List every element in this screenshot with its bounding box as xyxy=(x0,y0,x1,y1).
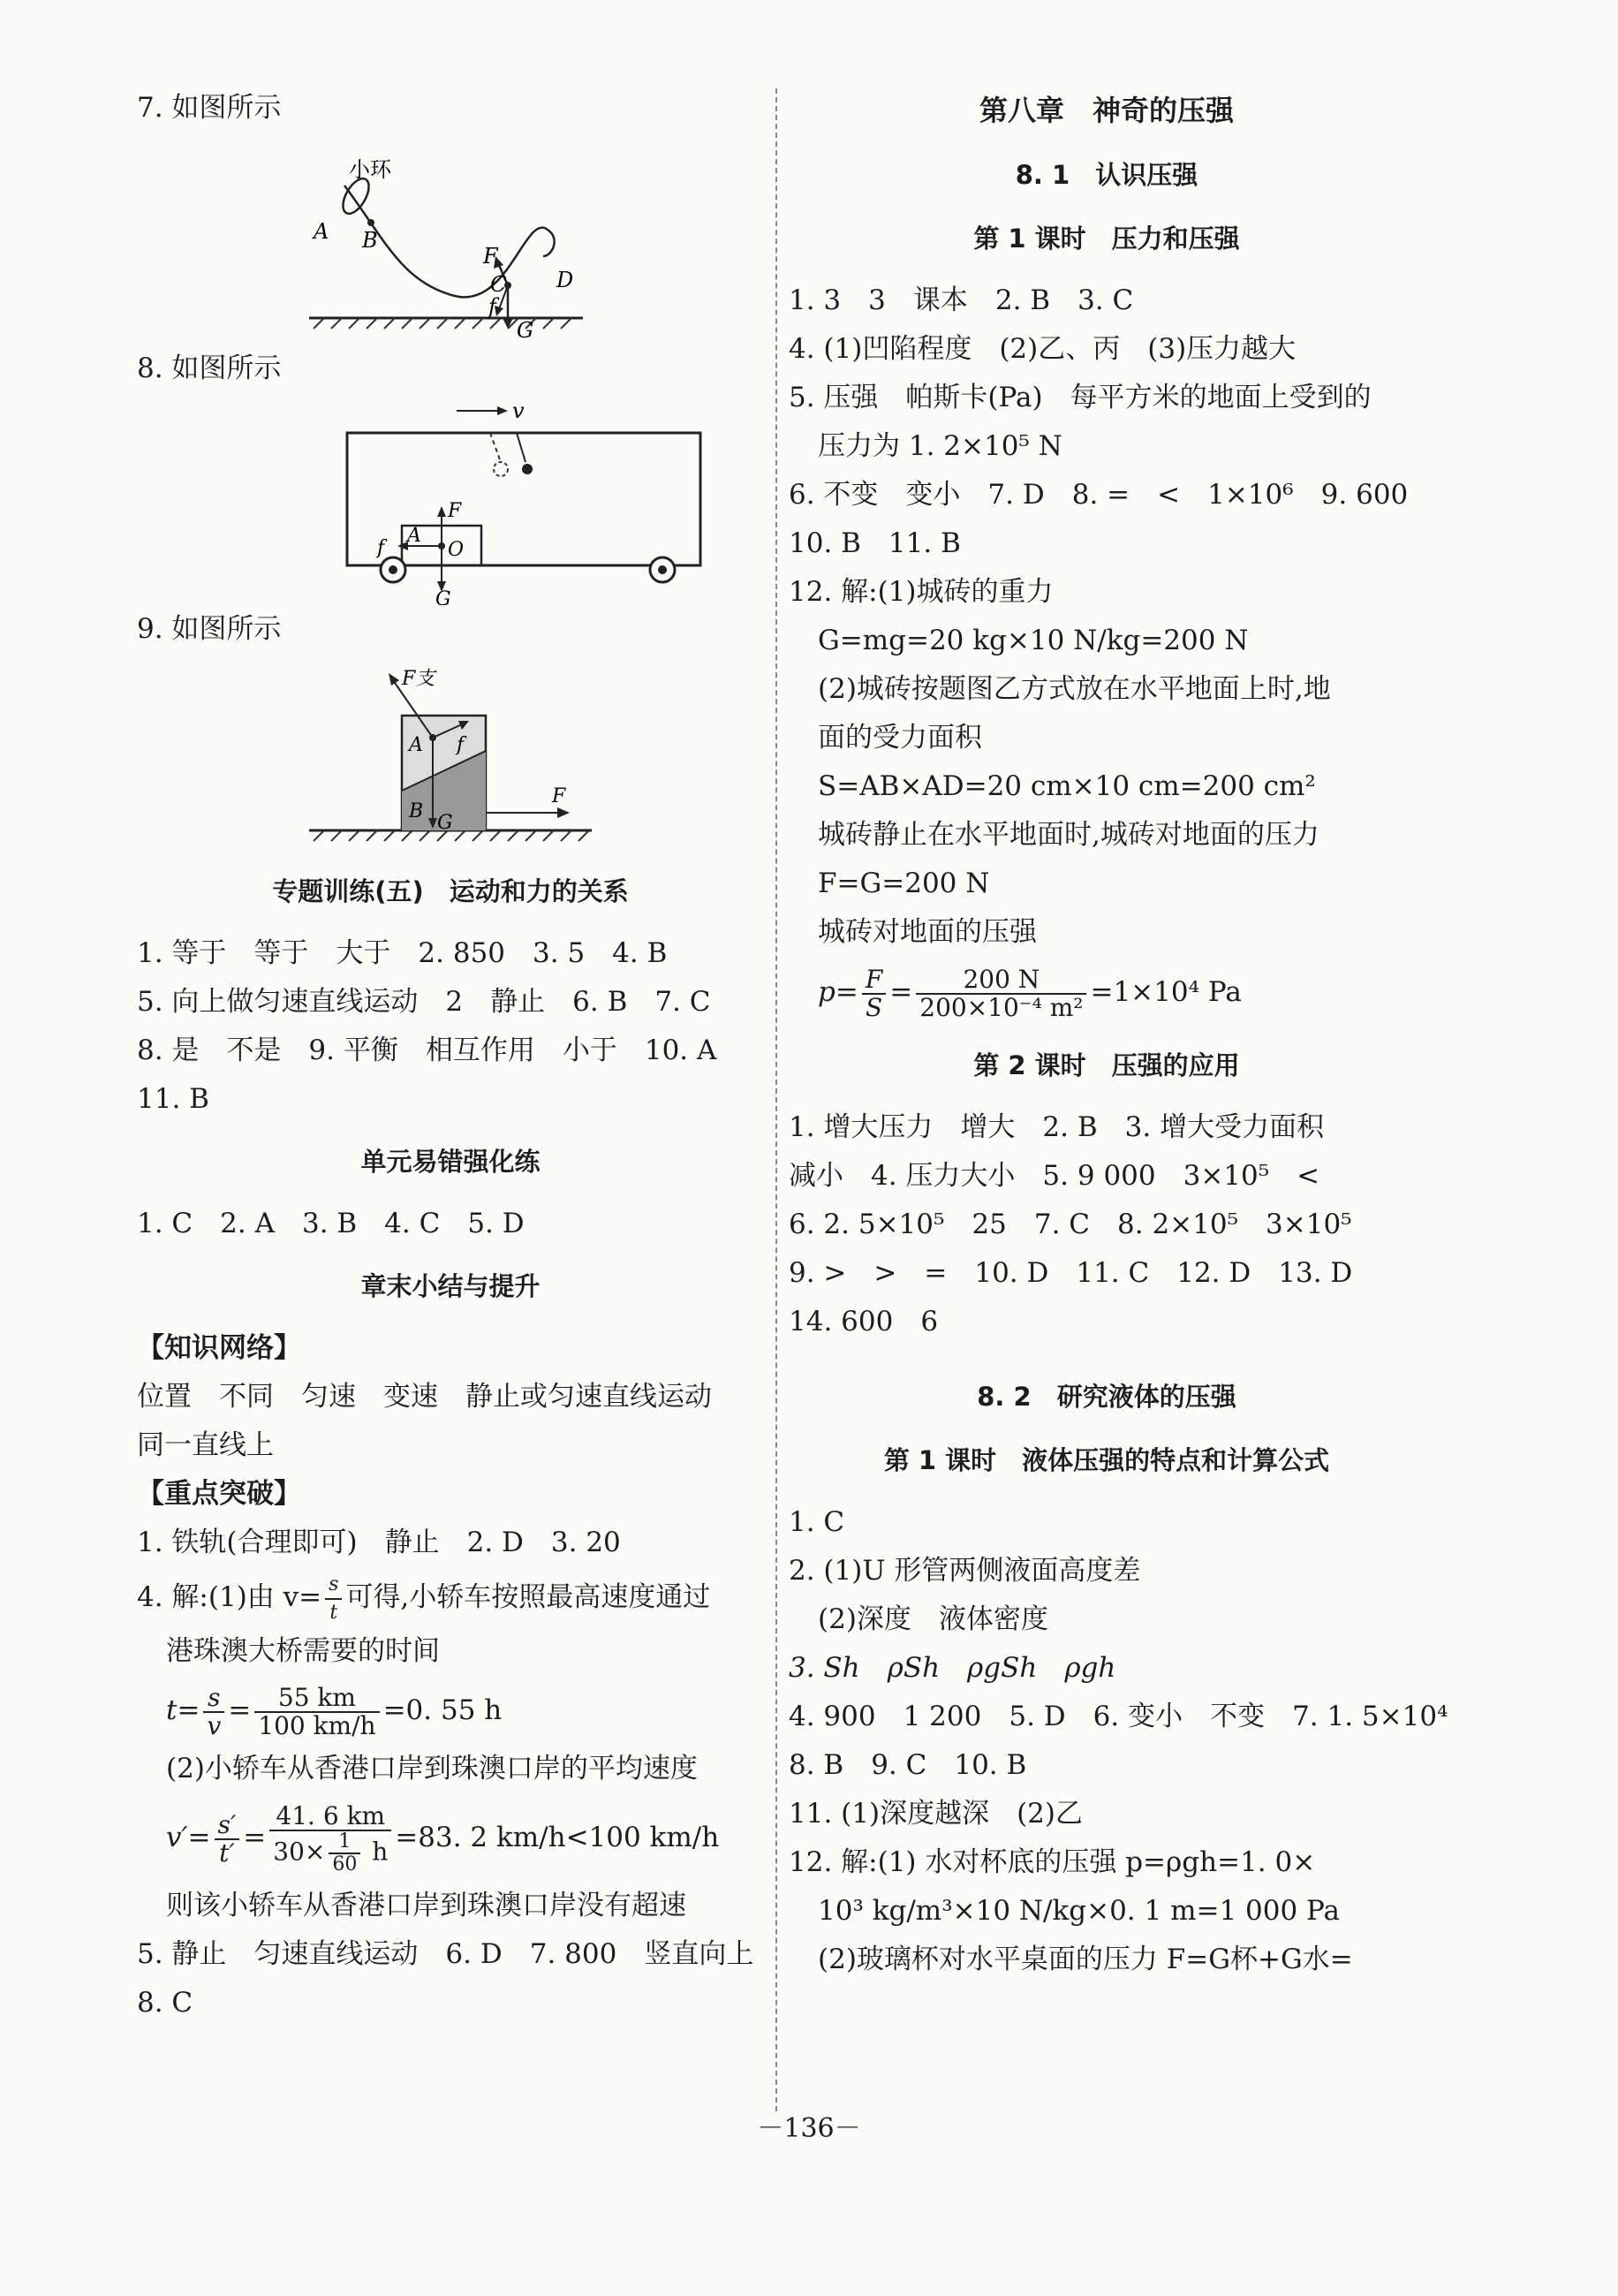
fraction xyxy=(254,1682,379,1740)
answer-line: (2)小轿车从香港口岸到珠澳口岸的平均速度 xyxy=(166,1753,698,1785)
fraction xyxy=(215,1809,240,1868)
fraction xyxy=(862,966,886,1021)
fig8-label-a: A xyxy=(407,525,421,547)
fig8-label-f: F xyxy=(448,500,462,522)
fig7-ring-label: 小环 xyxy=(349,157,391,182)
result: =83. 2 km/h<100 km/h xyxy=(395,1822,720,1853)
answer-line: 11. B xyxy=(137,1083,209,1115)
denominator xyxy=(269,1831,391,1875)
answer-line: 减小 4. 压力大小 5. 9 000 3×10⁵ < xyxy=(789,1160,1320,1192)
answer-line: 8. C xyxy=(137,1987,193,2019)
chapter-title: 第八章 神奇的压强 xyxy=(979,94,1234,127)
fraction xyxy=(916,966,1086,1021)
answer-line: 11. (1)深度越深 (2)乙 xyxy=(789,1798,1083,1830)
equals: = xyxy=(889,976,913,1008)
answer-line: 港珠澳大桥需要的时间 xyxy=(166,1635,440,1667)
lesson-title-3: 第 1 课时 液体压强的特点和计算公式 xyxy=(883,1445,1330,1475)
answer-line: 1. C 2. A 3. B 4. C 5. D xyxy=(137,1208,525,1239)
answer-line: 6. 2. 5×10⁵ 25 7. C 8. 2×10⁵ 3×10⁵ xyxy=(789,1209,1352,1240)
left-column xyxy=(137,84,764,2027)
right-column xyxy=(789,84,1448,1984)
answer-line: 12. 解:(1) 水对杯底的压强 p=ρgh=1. 0× xyxy=(789,1846,1316,1878)
fig7-label-f-lower: f xyxy=(488,294,496,319)
fig9-label-force-f: F xyxy=(552,785,566,807)
q7-label: 7. 如图所示 xyxy=(137,92,282,124)
answer-line: 压力为 1. 2×10⁵ N xyxy=(818,430,1062,462)
fig9-label-a: A xyxy=(409,734,423,756)
denominator: 60 xyxy=(332,1853,358,1875)
numerator: 1 xyxy=(329,1831,360,1854)
fraction-s-over-t xyxy=(325,1572,342,1626)
fraction xyxy=(269,1800,391,1875)
denominator: t′ xyxy=(219,1838,235,1868)
answer-line: 10. B 11. B xyxy=(789,527,961,559)
fraction xyxy=(329,1831,360,1875)
answer-line: 1. C xyxy=(789,1506,845,1538)
lesson-title-2: 第 2 课时 压强的应用 xyxy=(973,1050,1240,1080)
fig9-label-f: f xyxy=(457,734,465,756)
page-number: －136－ xyxy=(757,2113,861,2144)
answer-line: 1. 铁轨(合理即可) 静止 2. D 3. 20 xyxy=(137,1527,621,1558)
fraction xyxy=(203,1682,224,1740)
lesson-title-1: 第 1 课时 压力和压强 xyxy=(973,224,1240,254)
answer-line: G=mg=20 kg×10 N/kg=200 N xyxy=(818,625,1249,656)
section-title-8-1: 8. 1 认识压强 xyxy=(1015,160,1198,190)
figure-9-diagram xyxy=(137,654,764,866)
key-points-heading: 【重点突破】 xyxy=(137,1478,301,1510)
denominator: S xyxy=(865,992,883,1022)
answer-line: 2. (1)U 形管两侧液面高度差 xyxy=(789,1555,1141,1587)
q4-rest: 可得,小轿车按照最高速度通过 xyxy=(345,1581,711,1613)
answer-line: (2)玻璃杯对水平桌面的压力 F=G杯+G水= xyxy=(818,1944,1353,1975)
column-divider xyxy=(775,88,777,2111)
denominator-part: 30× xyxy=(273,1837,326,1866)
fig8-label-o: O xyxy=(448,539,465,561)
q8-label: 8. 如图所示 xyxy=(137,352,282,384)
denominator: v xyxy=(207,1710,222,1740)
answer-line: 1. 等于 等于 大于 2. 850 3. 5 4. B xyxy=(137,937,668,969)
fig9-label-g: G xyxy=(437,812,453,834)
section-title-8-2: 8. 2 研究液体的压强 xyxy=(977,1382,1236,1412)
t-eq-label: t= xyxy=(166,1694,200,1726)
answer-line: 8. B 9. C 10. B xyxy=(789,1749,1027,1781)
fig7-label-f-upper: F xyxy=(483,244,498,269)
v-eq-label: v′= xyxy=(166,1822,211,1853)
fig8-label-g: G xyxy=(435,588,451,605)
answer-line: 5. 静止 匀速直线运动 6. D 7. 800 竖直向上 xyxy=(137,1938,754,1970)
unit: h xyxy=(364,1837,389,1866)
figure-8-car xyxy=(137,393,764,605)
answer-line: 10³ kg/m³×10 N/kg×0. 1 m=1 000 Pa xyxy=(818,1895,1340,1927)
fig7-label-d: D xyxy=(556,268,574,292)
numerator: 55 km xyxy=(254,1685,379,1713)
numerator: 41. 6 km xyxy=(269,1803,391,1831)
time-formula xyxy=(137,1676,764,1745)
answer-line: (2)城砖按题图乙方式放在水平地面上时,地 xyxy=(818,673,1331,705)
answer-line: 8. 是 不是 9. 平衡 相互作用 小于 10. A xyxy=(137,1034,717,1066)
numerator: s xyxy=(203,1685,224,1713)
answer-line: 同一直线上 xyxy=(137,1429,274,1461)
answer-line: 12. 解:(1)城砖的重力 xyxy=(789,576,1054,608)
numerator: F xyxy=(862,966,886,995)
answer-line: S=AB×AD=20 cm×10 cm=200 cm² xyxy=(818,770,1316,802)
section-title-special-training: 专题训练(五) 运动和力的关系 xyxy=(272,876,629,906)
result: =0. 55 h xyxy=(382,1694,503,1726)
fig7-label-c: C xyxy=(490,272,507,297)
q9-label: 9. 如图所示 xyxy=(137,613,282,645)
fig8-label-f-friction: f xyxy=(377,537,385,559)
p-eq-label: p= xyxy=(818,976,858,1008)
answer-line: 9. > > = 10. D 11. C 12. D 13. D xyxy=(789,1257,1353,1289)
answer-line: 位置 不同 匀速 变速 静止或匀速直线运动 xyxy=(137,1381,712,1413)
equals: = xyxy=(228,1694,252,1726)
equals: = xyxy=(243,1822,267,1853)
answer-line: (2)深度 液体密度 xyxy=(818,1603,1048,1635)
denominator: t xyxy=(329,1601,338,1624)
fig7-label-g: G xyxy=(517,318,534,343)
answer-line: F=G=200 N xyxy=(818,868,990,899)
knowledge-network-heading: 【知识网络】 xyxy=(137,1332,301,1364)
figure-7-diagram xyxy=(137,133,764,345)
velocity-formula xyxy=(137,1793,764,1882)
figure-7-ring-on-wire xyxy=(137,133,764,345)
answer-line: 14. 600 6 xyxy=(789,1306,939,1337)
result: =1×10⁴ Pa xyxy=(1090,976,1242,1008)
fig8-label-v: v xyxy=(512,398,525,423)
q4-line xyxy=(137,1567,764,1627)
numerator: s′ xyxy=(215,1812,240,1840)
answer-line: 1. 增大压力 增大 2. B 3. 增大受力面积 xyxy=(789,1111,1325,1143)
numerator: 200 N xyxy=(916,966,1086,995)
answer-line: 5. 压强 帕斯卡(Pa) 每平方米的地面上受到的 xyxy=(789,382,1372,413)
answer-line: 则该小轿车从香港口岸到珠澳口岸没有超速 xyxy=(166,1890,686,1921)
fig7-label-a: A xyxy=(314,219,329,244)
answer-line: 面的受力面积 xyxy=(818,722,982,754)
section-title-unit-error: 单元易错强化练 xyxy=(360,1147,541,1177)
denominator: 200×10⁻⁴ m² xyxy=(919,992,1084,1022)
fig9-label-b: B xyxy=(409,800,424,822)
figure-9-block xyxy=(137,654,764,866)
answer-line: 4. 900 1 200 5. D 6. 变小 不变 7. 1. 5×10⁴ xyxy=(789,1701,1448,1732)
fig7-label-b: B xyxy=(362,228,378,253)
figure-8-diagram xyxy=(137,393,764,605)
answer-line: 1. 3 3 课本 2. B 3. C xyxy=(789,284,1134,316)
answer-line: 3. Sh ρSh ρgSh ρgh xyxy=(789,1652,1116,1684)
answer-line: 6. 不变 变小 7. D 8. = < 1×10⁶ 9. 600 xyxy=(789,479,1409,511)
denominator: 100 km/h xyxy=(258,1710,376,1740)
answer-line: 5. 向上做匀速直线运动 2 静止 6. B 7. C xyxy=(137,986,711,1018)
answer-line: 城砖静止在水平地面时,城砖对地面的压力 xyxy=(818,819,1319,851)
section-title-chapter-summary: 章末小结与提升 xyxy=(360,1271,541,1301)
numerator: s xyxy=(325,1572,342,1600)
q4-start: 4. 解:(1)由 v= xyxy=(137,1581,322,1613)
pressure-formula xyxy=(789,957,1425,1027)
answer-line: 4. (1)凹陷程度 (2)乙、丙 (3)压力越大 xyxy=(789,333,1297,365)
answer-line: 城砖对地面的压强 xyxy=(818,916,1037,948)
fig9-label-fzhi: F支 xyxy=(402,668,435,690)
